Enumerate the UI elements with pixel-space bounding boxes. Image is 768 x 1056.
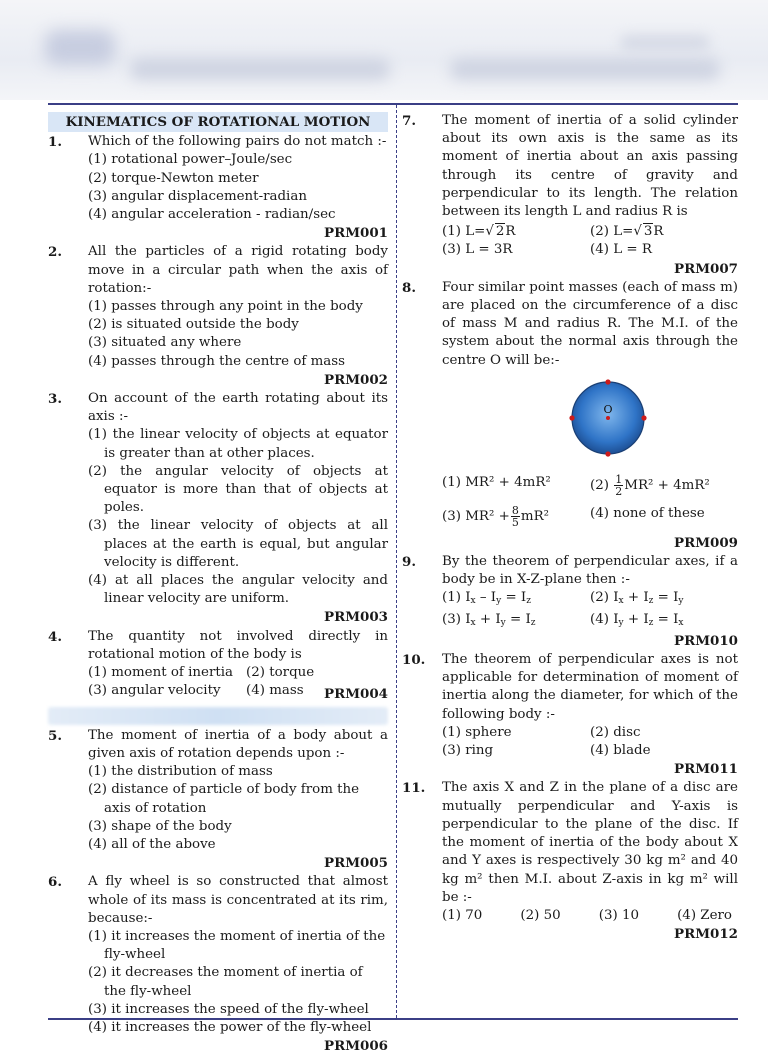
question-number: 6. (48, 874, 62, 891)
question-number: 3. (48, 391, 62, 408)
option[interactable] (590, 474, 738, 497)
option[interactable]: (1) MR² + 4mR² (442, 474, 551, 490)
option[interactable]: (4) passes through the centre of mass (88, 353, 346, 369)
option-text: (2) (590, 477, 609, 493)
question-number: 7. (402, 113, 416, 129)
subscript: z (530, 617, 536, 628)
blurred-logo (45, 30, 115, 65)
question-code: PRM003 (324, 609, 388, 626)
question-stem: A fly wheel is so constructed that almost whole of its mass is concentrated at its rim, because:- (88, 874, 388, 926)
option[interactable] (590, 611, 738, 632)
question-code: PRM011 (674, 761, 738, 778)
subscript: y (500, 617, 506, 628)
subscript: y (678, 596, 684, 607)
option[interactable]: (3) it increases the speed of the fly-wheel (88, 1001, 369, 1017)
question-number: 5. (48, 727, 62, 744)
option-text: – I (475, 590, 497, 606)
subscript: x (470, 617, 476, 628)
option[interactable]: (1) rotational power–Joule/sec (88, 152, 293, 168)
blurred-text-left (130, 58, 390, 80)
question-number: 4. (48, 628, 62, 645)
option[interactable]: (1) it increases the moment of inertia of the fly-wheel (88, 928, 386, 963)
fraction (614, 474, 623, 497)
centre-point (606, 416, 610, 420)
option-text: + I (623, 590, 649, 606)
subscript: x (678, 617, 684, 628)
sqrt-radicand: 3 (643, 224, 653, 240)
left-column (48, 112, 388, 1056)
option-text: + I (623, 611, 649, 627)
question-stem: All the particles of a rigid rotating body move in a circular path when the axis of rotation:- (88, 244, 388, 296)
subscript: z (648, 596, 654, 607)
option[interactable]: (3) ring (442, 743, 494, 759)
option[interactable]: (1) moment of inertia (88, 665, 234, 681)
option-text: = I (653, 611, 679, 627)
option-text: mR² (520, 508, 550, 524)
option[interactable] (590, 589, 738, 610)
fraction-denominator: 5 (511, 515, 519, 529)
question-code: PRM012 (674, 926, 738, 943)
column-divider (396, 105, 397, 1018)
option-text: + I (475, 611, 501, 627)
option-text: (2) L= (590, 224, 634, 240)
question-1 (48, 133, 388, 242)
question-stem: The moment of inertia of a body about a given axis of rotation depends upon :- (88, 727, 388, 761)
option-text: = I (501, 590, 527, 606)
question-code: PRM004 (324, 685, 388, 702)
option[interactable]: (4) at all places the angular velocity and linear velocity are uniform. (88, 573, 388, 607)
top-rule (48, 103, 738, 105)
subscript: y (496, 596, 502, 607)
option[interactable]: (2) is situated outside the body (88, 317, 299, 333)
point-mass-bottom (605, 451, 610, 456)
centre-label: O (603, 402, 613, 416)
option[interactable]: (2) torque (246, 665, 315, 681)
fraction-numerator: 8 (511, 503, 519, 517)
option[interactable] (442, 589, 590, 610)
question-2 (48, 243, 388, 389)
question-number: 10. (402, 652, 426, 669)
subscript: x (618, 596, 624, 607)
disc-diagram (442, 378, 738, 468)
point-mass-top (605, 379, 610, 384)
sqrt-symbol: √ (485, 224, 494, 240)
option-text: = I (505, 611, 531, 627)
option-text: R (505, 224, 516, 240)
option[interactable]: (4) none of these (590, 505, 705, 521)
disc-figure (568, 378, 648, 458)
option[interactable] (442, 505, 590, 528)
option-text: (4) I (590, 611, 619, 627)
subscript: z (526, 596, 531, 607)
question-stem: Which of the following pairs do not match :- (88, 134, 387, 150)
question-number: 9. (402, 554, 416, 571)
fraction-denominator: 2 (615, 484, 623, 498)
question-code: PRM001 (324, 225, 388, 242)
option[interactable]: (4) it increases the power of the fly-wheel (88, 1019, 372, 1035)
option[interactable]: (3) 10 (598, 907, 639, 923)
sqrt-radicand: 2 (495, 224, 505, 240)
option[interactable]: (3) situated any where (88, 335, 242, 351)
option-text: (1) I (442, 590, 471, 606)
blurred-text-top (620, 35, 710, 51)
fraction-numerator: 1 (615, 472, 623, 486)
option[interactable]: (2) distance of particle of body from the axis of rotation (88, 782, 360, 816)
option[interactable]: (4) Zero (677, 907, 732, 923)
option[interactable]: (1) the linear velocity of objects at equator is greater than at other places. (88, 427, 388, 461)
question-number: 2. (48, 244, 62, 261)
question-7 (402, 112, 738, 278)
option[interactable]: (4) mass (246, 683, 304, 699)
section-title: KINEMATICS OF ROTATIONAL MOTION (48, 112, 388, 132)
point-mass-right (641, 415, 646, 420)
question-code: PRM009 (674, 534, 738, 551)
question-4 (48, 628, 388, 703)
option-text: (2) I (590, 590, 619, 606)
question-code: PRM010 (674, 632, 738, 649)
option[interactable]: (1) passes through any point in the body (88, 299, 363, 315)
subscript: z (648, 617, 654, 628)
option[interactable]: (3) the linear velocity of objects at all places at the earth is equal, but angular velocity is different. (88, 518, 388, 570)
option[interactable]: (3) shape of the body (88, 818, 232, 834)
question-10 (402, 651, 738, 778)
option[interactable]: (3) L = 3R (442, 242, 513, 258)
option[interactable]: (1) the distribution of mass (88, 764, 273, 780)
question-stem: Four similar point masses (each of mass m) are placed on the circumference of a disc of mass M and radius R. The M.I. of the system about the normal axis through the centre O will be:- (442, 279, 738, 368)
option[interactable]: (2) the angular velocity of objects at equator is more than that of objects at poles. (88, 463, 388, 516)
question-stem: The quantity not involved directly in rotational motion of the body is (88, 628, 388, 662)
question-stem: The theorem of perpendicular axes is not applicable for determination of moment of inertia along the diameter, for which of the following body :- (442, 652, 738, 722)
option[interactable]: (3) angular velocity (88, 683, 221, 699)
option-text: R (653, 224, 664, 240)
question-number: 11. (402, 780, 426, 797)
option[interactable]: (4) L = R (590, 242, 652, 258)
right-column (402, 112, 738, 944)
bottom-rule (48, 1018, 738, 1020)
option-text: (1) L= (442, 224, 486, 240)
option[interactable]: (1) sphere (442, 724, 512, 740)
question-stem: By the theorem of perpendicular axes, if a body be in X-Z-plane then :- (442, 554, 738, 588)
option-text: (3) I (442, 611, 471, 627)
option[interactable] (590, 223, 738, 241)
question-9 (402, 553, 738, 650)
option[interactable]: (4) angular acceleration - radian/sec (88, 207, 336, 223)
question-stem: On account of the earth rotating about its axis :- (88, 391, 388, 425)
option[interactable]: (2) 50 (520, 907, 561, 923)
option-text: MR² + 4mR² (624, 477, 710, 493)
question-code: PRM002 (324, 371, 388, 388)
subscript: y (618, 617, 624, 628)
sqrt-symbol: √ (633, 224, 642, 240)
point-mass-left (569, 415, 574, 420)
option[interactable]: (4) blade (590, 743, 651, 759)
option[interactable]: (2) it decreases the moment of inertia of the fly-wheel (88, 965, 363, 999)
option-text: = I (653, 590, 679, 606)
blurred-header (0, 0, 768, 100)
question-11 (402, 779, 738, 943)
option-text: (3) MR² + (442, 508, 510, 524)
question-stem: The axis X and Z in the plane of a disc are mutually perpendicular and Y-axis is perpendicular to the plane of the disc. If the moment of inertia of the body about X and Y axes is respectively 30 kg m² and 40 kg m² then M.I. about Z-axis in kg m² will be :- (442, 780, 738, 905)
question-number: 1. (48, 134, 62, 151)
fraction (511, 505, 520, 528)
question-3 (48, 390, 388, 627)
option[interactable]: (2) disc (590, 724, 641, 740)
option[interactable]: (1) 70 (442, 907, 483, 923)
option[interactable]: (3) angular displacement-radian (88, 188, 307, 204)
subscript: x (470, 596, 476, 607)
question-8 (402, 279, 738, 552)
question-stem: The moment of inertia of a solid cylinder about its own axis is the same as its moment of inertia about an axis passing through its centre of gravity and perpendicular to its length. The relation between its length L and radius R is (442, 113, 738, 220)
question-code: PRM007 (674, 260, 738, 277)
question-code: PRM006 (324, 1038, 388, 1055)
option[interactable]: (4) all of the above (88, 836, 216, 852)
question-number: 8. (402, 279, 416, 296)
option[interactable] (442, 223, 590, 241)
question-5 (48, 727, 388, 873)
question-code: PRM005 (324, 855, 388, 872)
blurred-band (48, 707, 388, 725)
question-6 (48, 873, 388, 1055)
blurred-text-right (450, 58, 720, 80)
option[interactable] (442, 611, 590, 632)
option[interactable]: (2) torque-Newton meter (88, 170, 259, 186)
